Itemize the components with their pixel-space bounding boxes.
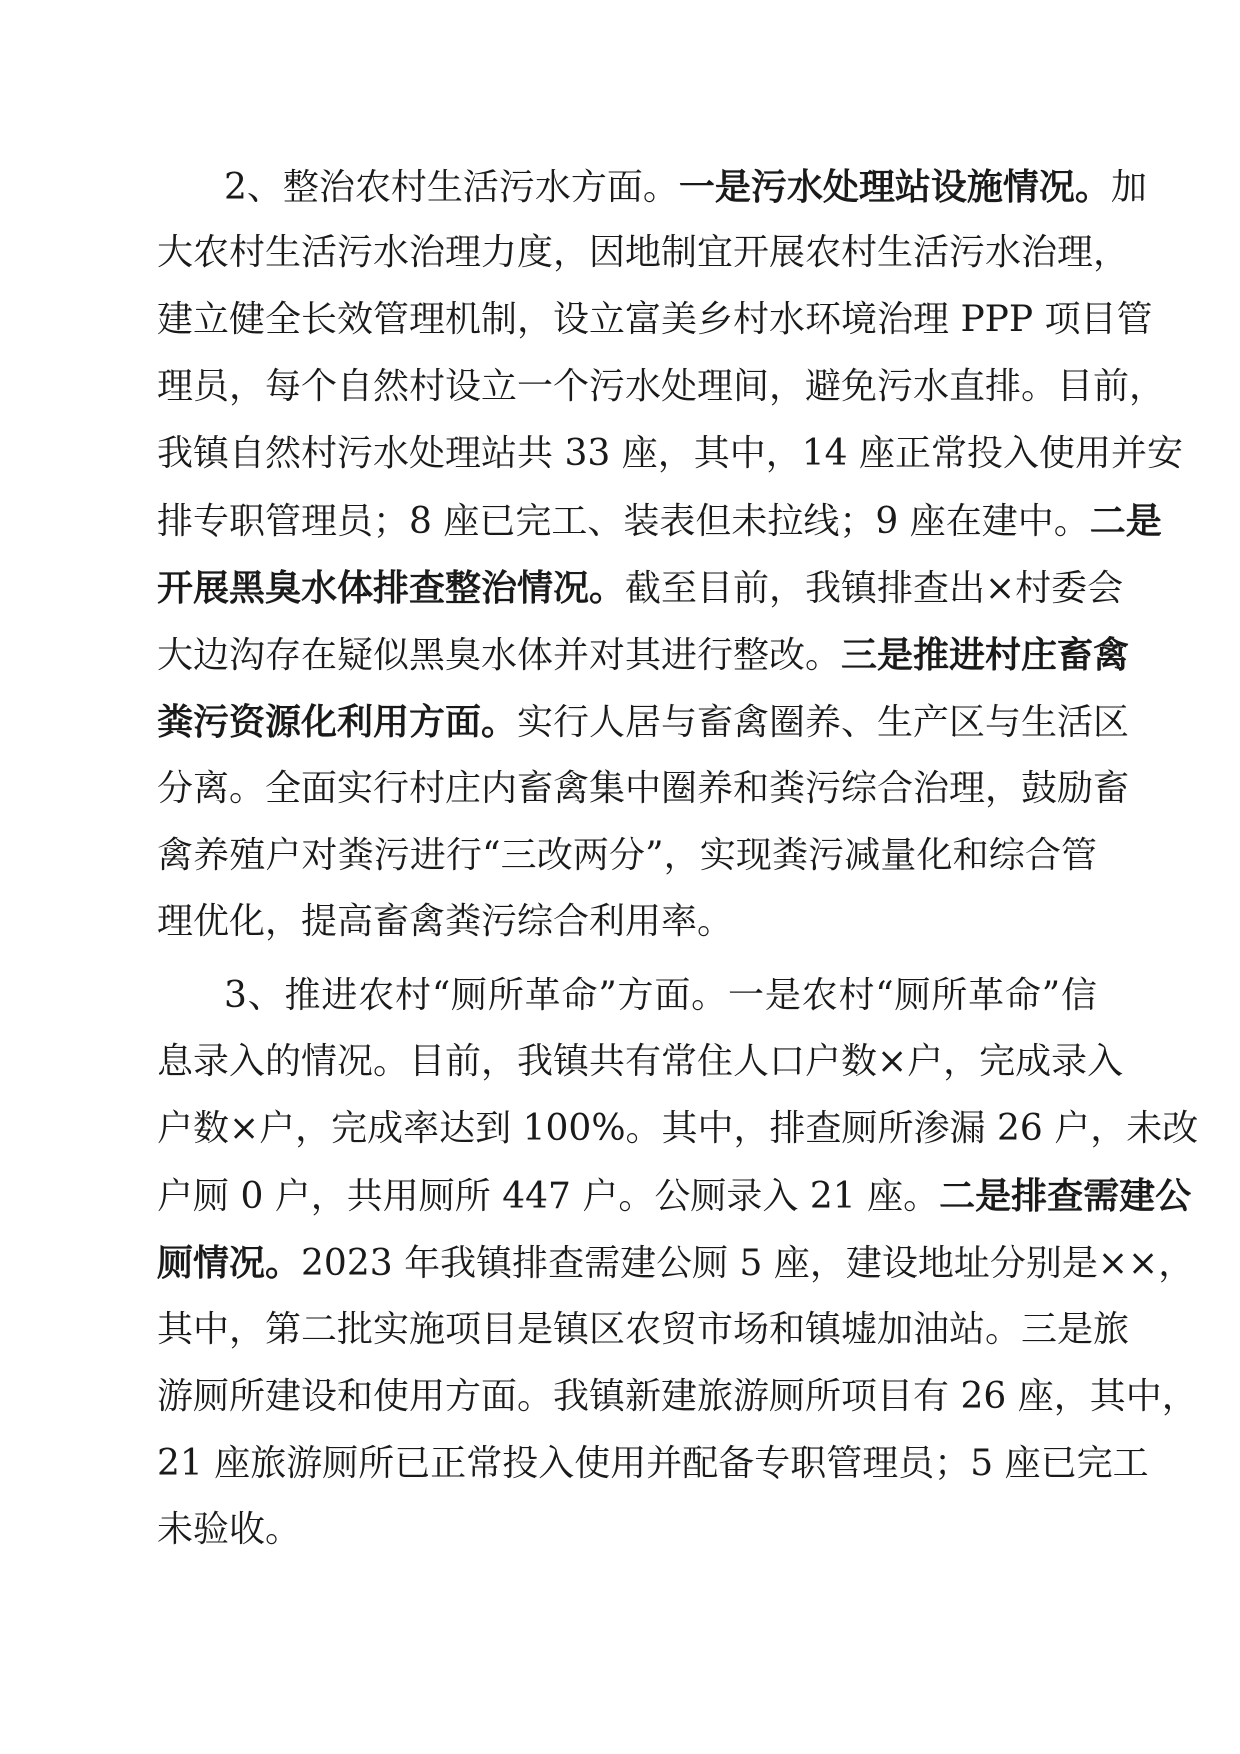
text-line bbox=[157, 621, 1130, 689]
text-segment: 未验收。 bbox=[157, 1509, 302, 1550]
text-segment: 理优化，提高畜禽粪污综合利用率。 bbox=[157, 901, 734, 942]
text-segment: 大边沟存在疑似黑臭水体并对其进行整改。 bbox=[157, 635, 842, 676]
text-segment: 2023 年我镇排查需建公厕 5 座，建设地址分别是××， bbox=[301, 1243, 1195, 1284]
text-line bbox=[157, 1430, 1149, 1498]
text-segment: 2、整治农村生活污水方面。 bbox=[224, 167, 679, 208]
text-segment: 游厕所建设和使用方面。我镇新建旅游厕所项目有 26 座，其中， bbox=[157, 1376, 1198, 1417]
bold-text-segment: 厕情况。 bbox=[157, 1242, 302, 1284]
bold-text-segment: 开展黑臭水体排查整治情况。 bbox=[157, 567, 626, 609]
text-line bbox=[157, 1229, 1195, 1297]
text-line bbox=[157, 487, 1162, 555]
bold-text-segment: 一是污水处理站设施情况。 bbox=[678, 166, 1111, 208]
text-line bbox=[157, 286, 1153, 354]
text-segment: 大农村生活污水治理力度，因地制宜开展农村生活污水治理， bbox=[157, 232, 1130, 273]
text-line bbox=[157, 822, 1097, 890]
bold-text-segment: 二是 bbox=[1089, 500, 1162, 542]
text-line bbox=[157, 353, 1166, 421]
text-line bbox=[157, 1028, 1124, 1096]
text-line bbox=[157, 888, 1097, 956]
text-line bbox=[157, 420, 1183, 488]
text-segment: 3、推进农村“厕所革命”方面。一是农村“厕所革命”信 bbox=[224, 975, 1097, 1016]
bold-text-segment: 二是排查需建公 bbox=[939, 1175, 1192, 1217]
text-line bbox=[157, 755, 1130, 823]
text-segment: 建立健全长效管理机制，设立富美乡村水环境治理 PPP 项目管 bbox=[157, 299, 1153, 340]
text-segment: 禽养殖户对粪污进行“三改两分”，实现粪污减量化和综合管 bbox=[157, 835, 1097, 876]
text-segment: 分离。全面实行村庄内畜禽集中圈养和粪污综合治理，鼓励畜 bbox=[157, 768, 1130, 809]
text-segment: 21 座旅游厕所已正常投入使用并配备专职管理员；5 座已完工 bbox=[157, 1443, 1149, 1484]
text-segment: 息录入的情况。目前，我镇共有常住人口户数×户，完成录入 bbox=[157, 1041, 1124, 1082]
text-segment: 我镇自然村污水处理站共 33 座，其中，14 座正常投入使用并安 bbox=[157, 433, 1183, 474]
text-line bbox=[157, 688, 1130, 756]
text-segment: 加 bbox=[1110, 167, 1147, 208]
text-line bbox=[157, 1296, 1130, 1364]
bold-text-segment: 粪污资源化利用方面。 bbox=[157, 701, 518, 743]
text-line bbox=[157, 1363, 1198, 1431]
text-line bbox=[157, 219, 1130, 287]
text-line bbox=[157, 1496, 1097, 1564]
text-line bbox=[224, 962, 1097, 1030]
text-segment: 截至目前，我镇排查出×村委会 bbox=[625, 568, 1124, 609]
text-segment: 户数×户，完成率达到 100%。其中，排查厕所渗漏 26 户，未改 bbox=[157, 1108, 1199, 1149]
text-segment: 理员，每个自然村设立一个污水处理间，避免污水直排。目前， bbox=[157, 366, 1166, 407]
text-segment: 其中，第二批实施项目是镇区农贸市场和镇墟加油站。三是旅 bbox=[157, 1309, 1130, 1350]
text-line bbox=[224, 153, 1147, 221]
text-segment: 实行人居与畜禽圈养、生产区与生活区 bbox=[517, 702, 1130, 743]
text-line bbox=[157, 1095, 1199, 1163]
text-line bbox=[157, 554, 1124, 622]
bold-text-segment: 三是推进村庄畜禽 bbox=[841, 634, 1130, 676]
text-segment: 户厕 0 户，共用厕所 447 户。公厕录入 21 座。 bbox=[157, 1176, 940, 1217]
text-line bbox=[157, 1162, 1192, 1230]
text-segment: 排专职管理员；8 座已完工、装表但未拉线；9 座在建中。 bbox=[157, 501, 1090, 542]
